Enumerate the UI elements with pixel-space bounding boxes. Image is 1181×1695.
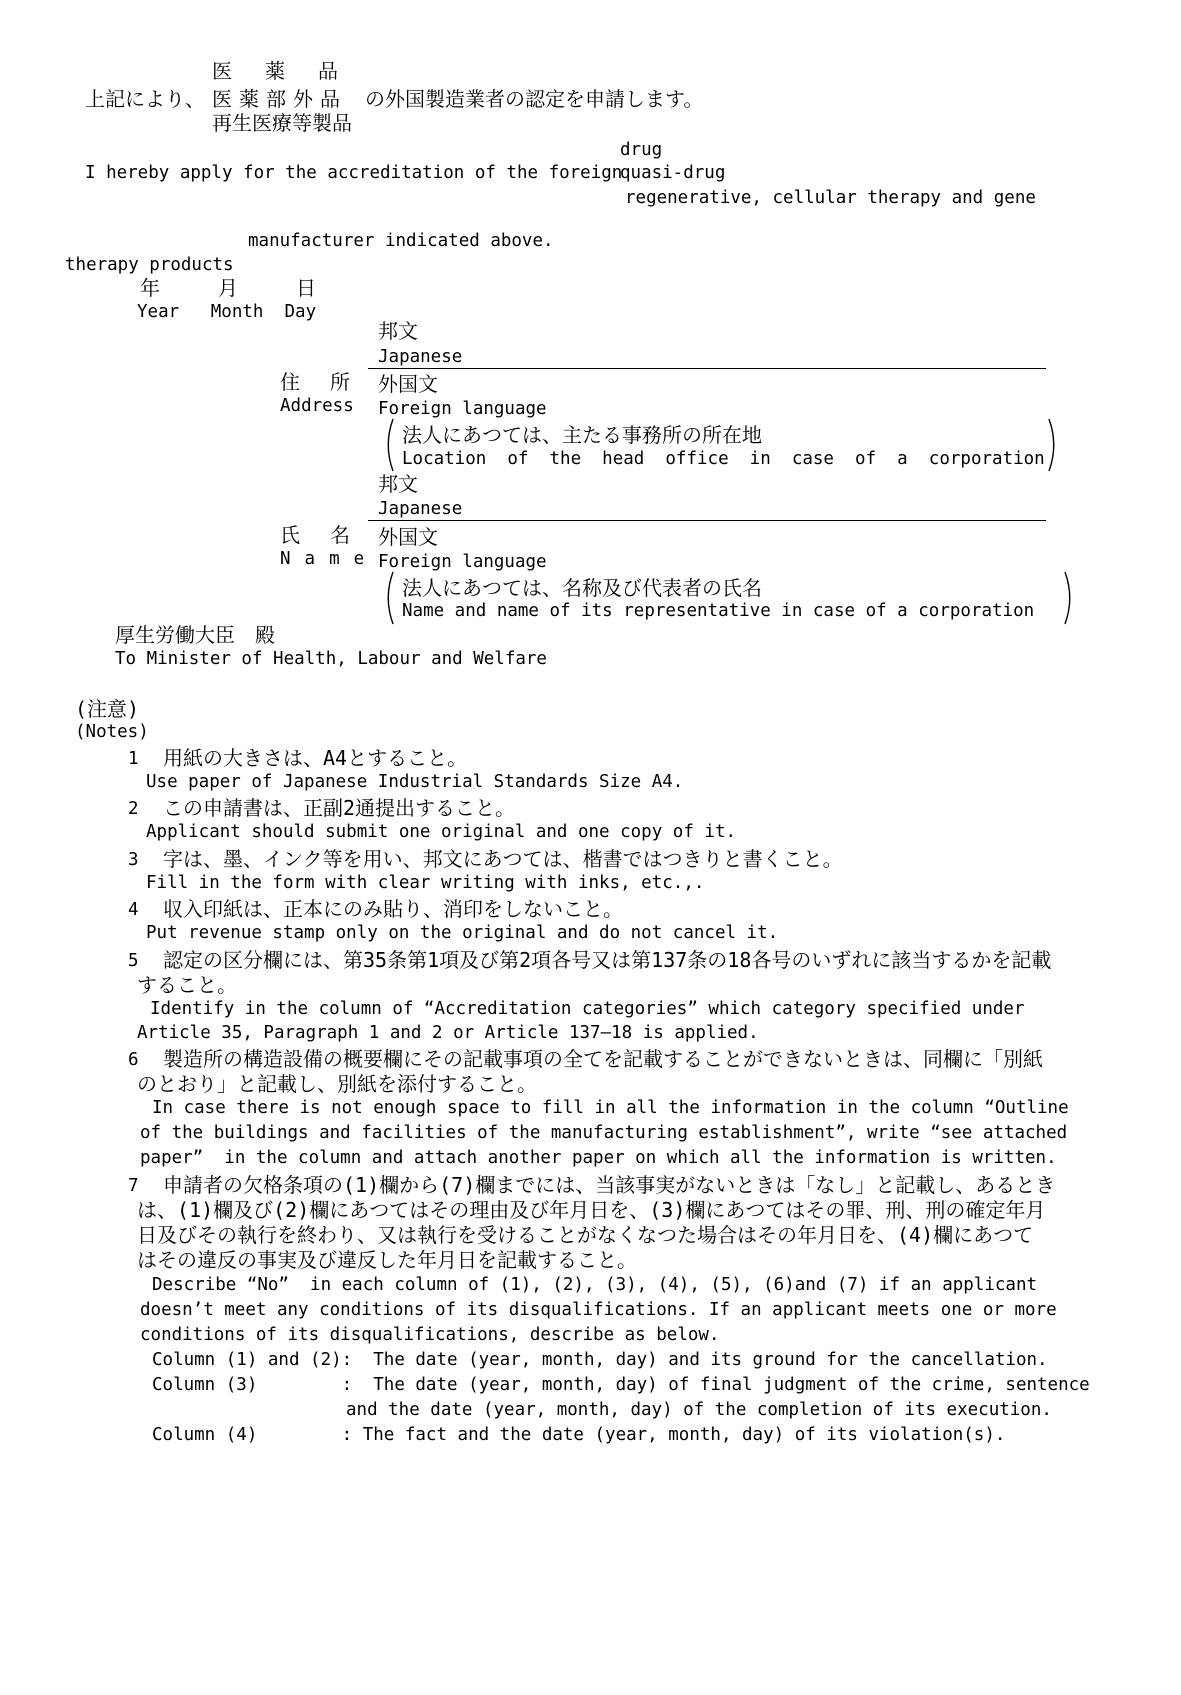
note-6-jp-1: 製造所の構造設備の概要欄にその記載事項の全てを記載することができないときは、同欄に「別紙 — [163, 1047, 1043, 1071]
addressee-en: To Minister of Health, Labour and Welfare — [115, 649, 547, 669]
address-label-en: Address — [280, 396, 354, 416]
note-7-jp-2: は、(1)欄及び(2)欄にあつてはその理由及び年月日を、(3)欄にあつてはその罪、刑、刑の確定年月 — [137, 1198, 1046, 1222]
en-product-drug: drug — [620, 140, 663, 160]
note-6-en-1: In case there is not enough space to fill in all the information in the column “Outline — [152, 1098, 1069, 1118]
name-label-jp: 氏名 — [280, 523, 380, 547]
name-annotation-jp: 法人にあつては、名称及び代表者の氏名 — [402, 576, 762, 600]
note-6-number: 6 — [128, 1050, 139, 1070]
note-6-en-2: of the buildings and facilities of the manufacturing establishment”, write “see attached — [140, 1123, 1068, 1143]
note-5-jp-2: すること。 — [137, 973, 237, 997]
jp-intro-suffix: の外国製造業者の認定を申請します。 — [365, 87, 704, 111]
name-divider — [368, 520, 1046, 521]
note-1-en: Use paper of Japanese Industrial Standards Size A4. — [146, 772, 684, 792]
note-2-number: 2 — [128, 799, 139, 819]
open-paren-icon — [382, 417, 396, 473]
note-7-jp-1: 申請者の欠格条項の(1)欄から(7)欄までには、当該事実がないときは「なし」と記載し、あるとき — [163, 1173, 1056, 1197]
en-intro-continuation-1: manufacturer indicated above. — [248, 231, 554, 251]
address-divider — [368, 368, 1046, 369]
note-7-column-3: Column (3) : The date (year, month, day) of final judgment of the crime, sentence — [152, 1375, 1090, 1395]
note-6-en-3: paper” in the column and attach another paper on which all the information is written. — [140, 1148, 1057, 1168]
notes-heading-en: (Notes) — [75, 722, 149, 742]
note-4-number: 4 — [128, 900, 139, 920]
note-7-en-1: Describe “No” in each column of (1), (2), (3), (4), (5), (6)and (7) if an applicant — [152, 1275, 1038, 1295]
note-7-en-3: conditions of its disqualifications, describe as below. — [140, 1325, 720, 1345]
note-3-jp: 字は、墨、インク等を用い、邦文にあつては、楷書ではつきりと書くこと。 — [163, 847, 843, 871]
name-japanese-field-en: Japanese — [378, 499, 463, 519]
en-intro-continuation-2: therapy products — [65, 255, 234, 275]
note-5-jp-1: 認定の区分欄には、第35条第1項及び第2項各号又は第137条の18各号のいずれに該当するかを記載 — [163, 948, 1052, 972]
note-1-jp: 用紙の大きさは、A4とすること。 — [163, 746, 468, 770]
note-7-jp-4: はその違反の事実及び違反した年月日を記載すること。 — [137, 1248, 637, 1272]
date-line-en: Year Month Day — [137, 302, 317, 322]
note-4-jp: 収入印紙は、正本にのみ貼り、消印をしないこと。 — [163, 897, 623, 921]
note-7-en-2: doesn’t meet any conditions of its disqualifications. If an applicant meets one or more — [140, 1300, 1057, 1320]
jp-product-quasi-drug: 医薬部外品 — [212, 87, 347, 111]
address-annotation-en: Location of the head office in case of a corporation — [402, 449, 1045, 469]
date-line-jp: 年月日 — [140, 276, 374, 300]
name-foreign-field-en: Foreign language — [378, 552, 547, 572]
name-japanese-field-jp: 邦文 — [378, 472, 418, 496]
name-foreign-field-jp: 外国文 — [378, 525, 438, 549]
note-2-jp: この申請書は、正副2通提出すること。 — [163, 796, 516, 820]
note-7-jp-3: 日及びその執行を終わり、又は執行を受けることがなくなつた場合はその年月日を、(4)欄にあつて — [137, 1223, 1034, 1247]
note-2-en: Applicant should submit one original and one copy of it. — [146, 822, 737, 842]
address-annotation-jp: 法人にあつては、主たる事務所の所在地 — [402, 423, 762, 447]
notes-heading-jp: (注意) — [75, 697, 140, 721]
en-product-regenerative: regenerative, cellular therapy and gene — [625, 188, 1036, 208]
jp-product-regenerative: 再生医療等製品 — [212, 111, 352, 135]
open-paren-icon — [382, 570, 396, 626]
note-6-jp-2: のとおり」と記載し、別紙を添付すること。 — [137, 1072, 537, 1096]
note-1-number: 1 — [128, 749, 139, 769]
address-japanese-field-en: Japanese — [378, 347, 463, 367]
address-foreign-field-jp: 外国文 — [378, 372, 438, 396]
note-3-en: Fill in the form with clear writing with inks, etc.,. — [146, 873, 705, 893]
jp-product-drug: 医薬品 — [212, 59, 371, 83]
jp-intro-prefix: 上記により、 — [85, 87, 205, 111]
addressee-jp: 厚生労働大臣 殿 — [115, 623, 275, 647]
note-5-en-1: Identify in the column of “Accreditation categories” which category specified under — [150, 999, 1025, 1019]
address-label-jp: 住所 — [280, 370, 380, 394]
note-5-en-2: Article 35, Paragraph 1 and 2 or Article 137—18 is applied. — [137, 1023, 759, 1043]
note-3-number: 3 — [128, 850, 139, 870]
note-5-number: 5 — [128, 951, 139, 971]
name-label-en: Name — [280, 549, 379, 569]
note-7-number: 7 — [128, 1176, 139, 1196]
name-annotation-en: Name and name of its representative in case of a corporation — [402, 601, 1035, 621]
note-7-column-4: Column (4) : The fact and the date (year, month, day) of its violation(s). — [152, 1425, 1006, 1445]
address-japanese-field-jp: 邦文 — [378, 319, 418, 343]
close-paren-icon — [1062, 570, 1076, 626]
en-intro: I hereby apply for the accreditation of the foreign — [85, 163, 623, 183]
note-4-en: Put revenue stamp only on the original and do not cancel it. — [146, 923, 779, 943]
note-7-column-1-2: Column (1) and (2): The date (year, month, day) and its ground for the cancellation. — [152, 1350, 1048, 1370]
en-product-quasi-drug: quasi-drug — [620, 163, 726, 183]
note-7-column-3-cont: and the date (year, month, day) of the completion of its execution. — [346, 1400, 1052, 1420]
address-foreign-field-en: Foreign language — [378, 399, 547, 419]
close-paren-icon — [1046, 417, 1060, 473]
